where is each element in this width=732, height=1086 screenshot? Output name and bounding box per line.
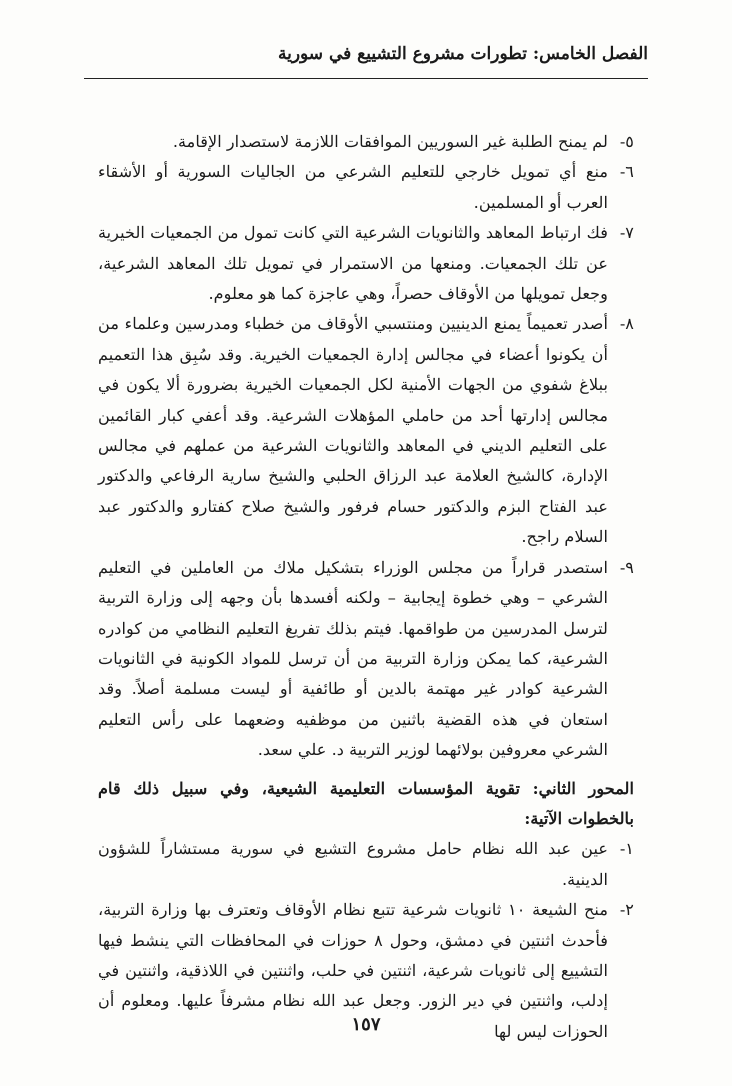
- item-number: ٩-: [619, 557, 634, 577]
- running-header: [84, 44, 648, 74]
- list-item-5: [98, 127, 634, 157]
- item-text: منح الشيعة ١٠ ثانويات شرعية تتبع نظام الأوقاف وتعترف بها وزارة التربية، فأحدث اثنتين في دمشق، وحول ٨ حوزات في المحافظات التي ينشط فيها التشييع إلى ثانويات شرعية، اثنتين في حلب، واثنتين في اللاذقية، واثنتين في إدلب، واثنتين في دير الزور. وجعل عبد الله نظام مشرفاً عليها. ومعلوم أن الحوزات ليس لها: [98, 900, 609, 1041]
- list-item-9: [98, 553, 634, 766]
- axis-item-1: [98, 834, 634, 895]
- section-heading: المحور الثاني: تقوية المؤسسات التعليمية الشيعية، وفي سبيل ذلك قام بالخطوات الآتية:: [98, 778, 634, 828]
- list-item-6: [98, 157, 634, 218]
- item-text: أصدر تعميماً يمنع الدينيين ومنتسبي الأوقاف من خطباء ومدرسين وعلماء من أن يكونوا أعضاء في مجالس إدارة الجمعيات الخيرية. وقد سُبِق هذا التعميم ببلاغ شفوي من الجهات الأمنية لكل الجمعيات الخيرية بضرورة ألا يكون في مجالس إدارتها أحد من حاملي المؤهلات الشرعية. وقد أعفي كبار القائمين على التعليم الديني في المعاهد والثانويات الشرعية من عملهم في مجالس الإدارة، كالشيخ العلامة عبد الرزاق الحلبي والشيخ سارية الرفاعي والدكتور عبد الفتاح البزم والدكتور حسام فرفور والشيخ صلاح كفتارو والدكتور عبد السلام راجح.: [98, 314, 608, 547]
- item-number: ١-: [619, 839, 634, 859]
- body-text: [98, 127, 634, 1047]
- item-text: استصدر قراراً من مجلس الوزراء بتشكيل ملاك من العاملين في التعليم الشرعي – وهي خطوة إيجابية – ولكنه أفسدها بأن وجهه إلى وزارة التربية لترسل المدرسين من طواقمها. فيتم بذلك تفريغ التعليم النظامي من كوادره الشرعية، كما يمكن وزارة التربية من أن ترسل للمواد الكونية في الثانويات الشرعية كوادر غير مهتمة بالدين أو طائفية أو ليست مسلمة أصلاً. وقد استعان في هذه القضية باثنين من موظفيه وضعهما على رأس التعليم الشرعي معروفين بولائهما لوزير التربية د. علي سعد.: [98, 557, 608, 760]
- item-number: ٦-: [619, 162, 634, 182]
- item-text: فك ارتباط المعاهد والثانويات الشرعية التي كانت تمول من الجمعيات الخيرية عن تلك الجمعيات. ومنعها من الاستمرار في تمويل تلك المعاهد الشرعية، وجعل تمويلها من الأوقاف حصراً، وهي عاجزة كما هو معلوم.: [98, 223, 608, 304]
- item-number: ٨-: [619, 314, 634, 334]
- item-text: منع أي تمويل خارجي للتعليم الشرعي من الجاليات السورية أو الأشقاء العرب أو المسلمين.: [98, 162, 608, 212]
- item-number: ٢-: [619, 900, 634, 920]
- item-text: لم يمنح الطلبة غير السوريين الموافقات اللازمة لاستصدار الإقامة.: [172, 132, 608, 151]
- list-item-8: [98, 309, 634, 552]
- item-text: عين عبد الله نظام حامل مشروع التشيع في سورية مستشاراً للشؤون الدينية.: [98, 839, 608, 889]
- item-number: ٧-: [619, 223, 634, 243]
- page-number: ١٥٧: [351, 1014, 381, 1035]
- item-number: ٥-: [619, 132, 634, 151]
- chapter-title: الفصل الخامس: تطورات مشروع التشييع في سورية: [277, 44, 648, 64]
- header-rule: [84, 78, 648, 79]
- list-item-7: [98, 218, 634, 309]
